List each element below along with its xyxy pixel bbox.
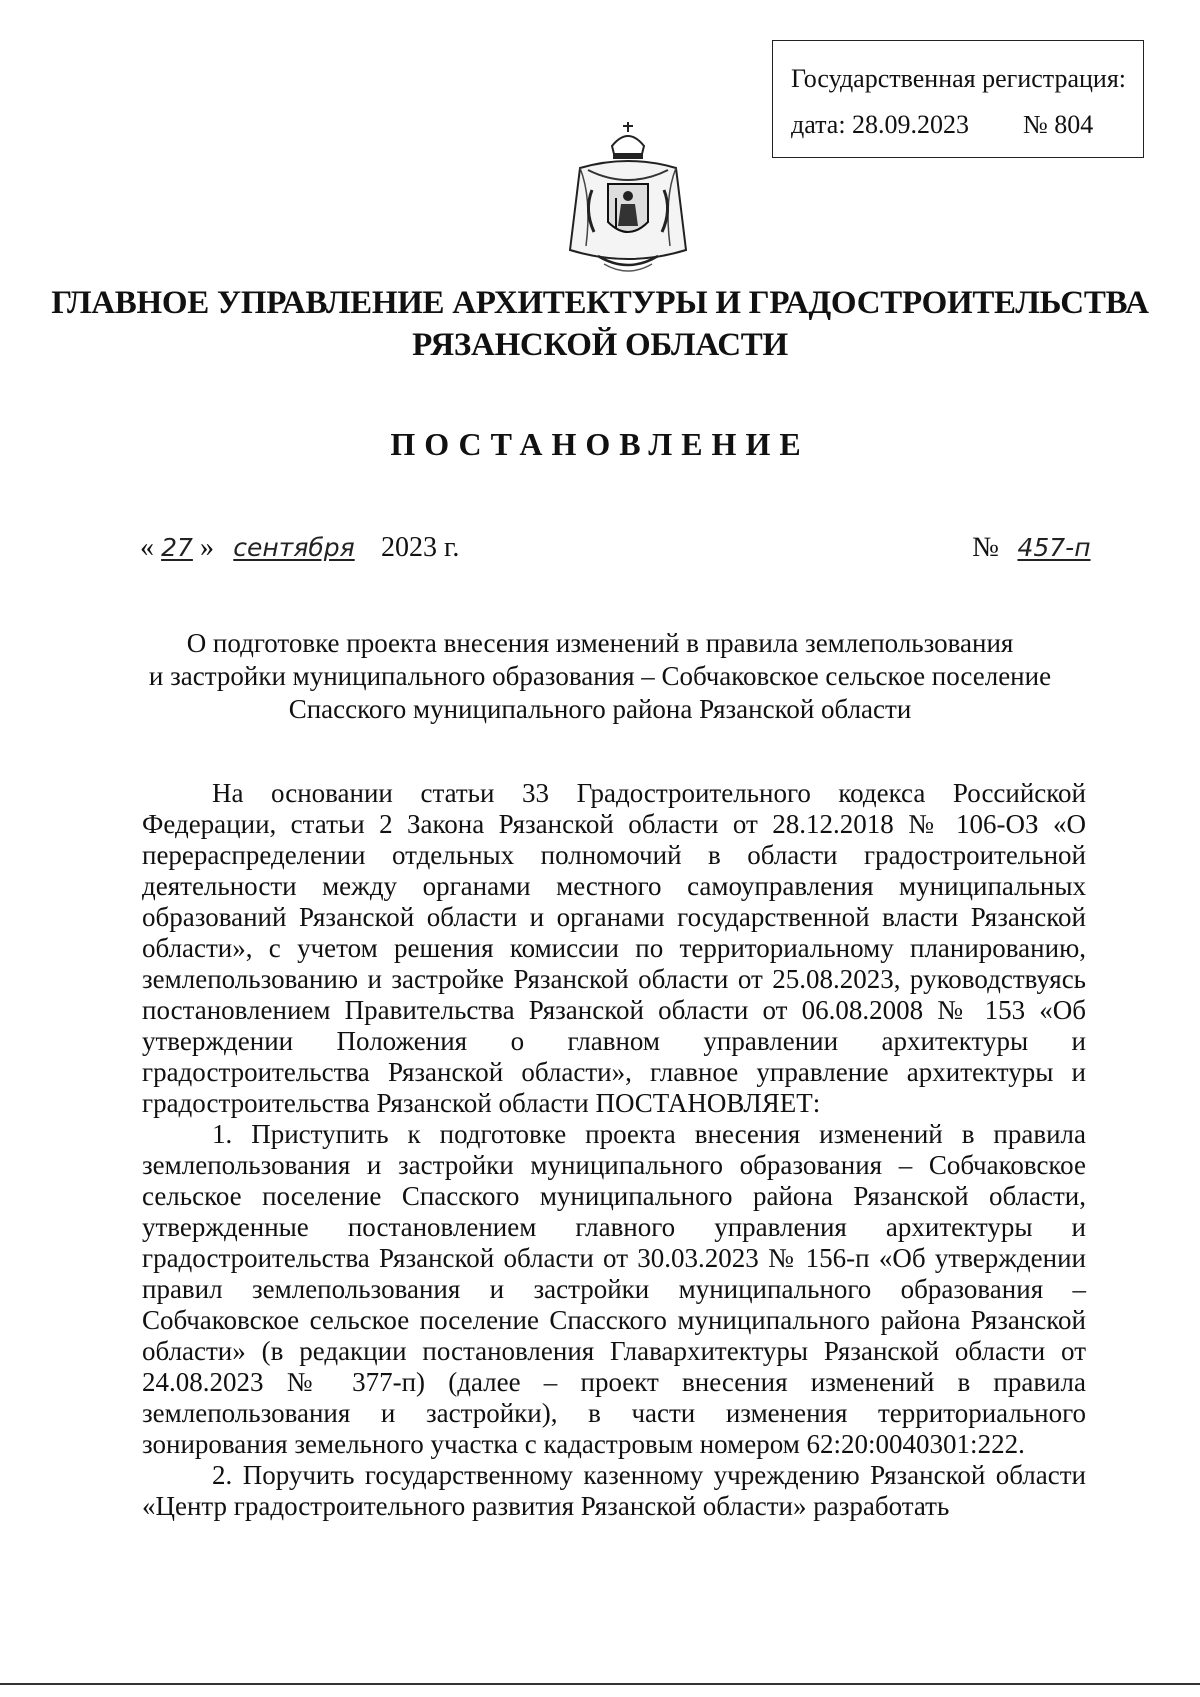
decree-number-prefix: № <box>972 532 999 563</box>
subject-line3: Спасского муниципального района Рязанской области <box>288 694 912 724</box>
decree-year: 2023 г. <box>381 532 460 563</box>
decree-body <box>142 778 1086 1522</box>
coat-of-arms-icon <box>558 118 698 278</box>
item-1-paragraph: 1. Приступить к подготовке проекта внесения изменений в правила землепользования и застройки муниципального образования – Собчаковское сельское поселение Спасского муниципального района Рязанской области, утвержденные постановлением главного управления архитектуры и градостроительства Рязанской области от 30.03.2023 № 156-п «Об утверждении правил землепользования и застройки муниципального образования – Собчаковское сельское поселение Спасского муниципального района Рязанской области» (в редакции постановления Главархитектуры Рязанской области от 24.08.2023 № 377-п) (далее – проект внесения изменений в правила землепользования и застройки), в части изменения территориального зонирования земельного участка с кадастровым номером 62:20:0040301:222. <box>142 1119 1086 1459</box>
decree-day-handwritten: 27 <box>161 533 193 562</box>
decree-date <box>140 532 459 564</box>
quote-open: « <box>140 532 154 563</box>
registration-date: дата: 28.09.2023 <box>791 110 970 139</box>
document-type-title: ПОСТАНОВЛЕНИЕ <box>390 426 810 462</box>
decree-subject <box>100 627 1100 726</box>
organization-name-line1: ГЛАВНОЕ УПРАВЛЕНИЕ АРХИТЕКТУРЫ И ГРАДОСТРОИТЕЛЬСТВА <box>51 285 1149 321</box>
preamble-paragraph: На основании статьи 33 Градостроительного кодекса Российской Федерации, статьи 2 Закона Рязанской области от 28.12.2018 № 106-ОЗ «О перераспределении отдельных полномочий в области градостроительной деятельности между органами местного самоуправления муниципальных образований Рязанской области и органами государственной власти Рязанской области», с учетом решения комиссии по территориальному планированию, землепользованию и застройке Рязанской области от 25.08.2023, руководствуясь постановлением Правительства Рязанской области от 06.08.2008 № 153 «Об утверждении Положения о главном управлении архитектуры и градостроительства Рязанской области», главное управление архитектуры и градостроительства Рязанской области ПОСТАНОВЛЯЕТ: <box>142 778 1086 1118</box>
item-2-paragraph: 2. Поручить государственному казенному учреждению Рязанской области «Центр градостроительного развития Рязанской области» разработать <box>142 1460 1086 1521</box>
registration-title: Государственная регистрация: <box>791 64 1127 93</box>
organization-name-line2: РЯЗАНСКОЙ ОБЛАСТИ <box>412 327 788 363</box>
registration-number: № 804 <box>1023 110 1094 139</box>
subject-line2: и застройки муниципального образования – Собчаковское сельское поселение <box>148 661 1052 691</box>
registration-stamp <box>772 40 1144 158</box>
bottom-scan-edge <box>0 1683 1200 1685</box>
decree-number <box>972 532 1102 564</box>
quote-close: » <box>200 532 214 563</box>
decree-number-handwritten: 457-п <box>1017 533 1091 562</box>
organization-name <box>0 282 1200 366</box>
decree-month-handwritten: сентября <box>233 533 355 562</box>
subject-line1: О подготовке проекта внесения изменений в правила землепользования <box>186 628 1014 658</box>
